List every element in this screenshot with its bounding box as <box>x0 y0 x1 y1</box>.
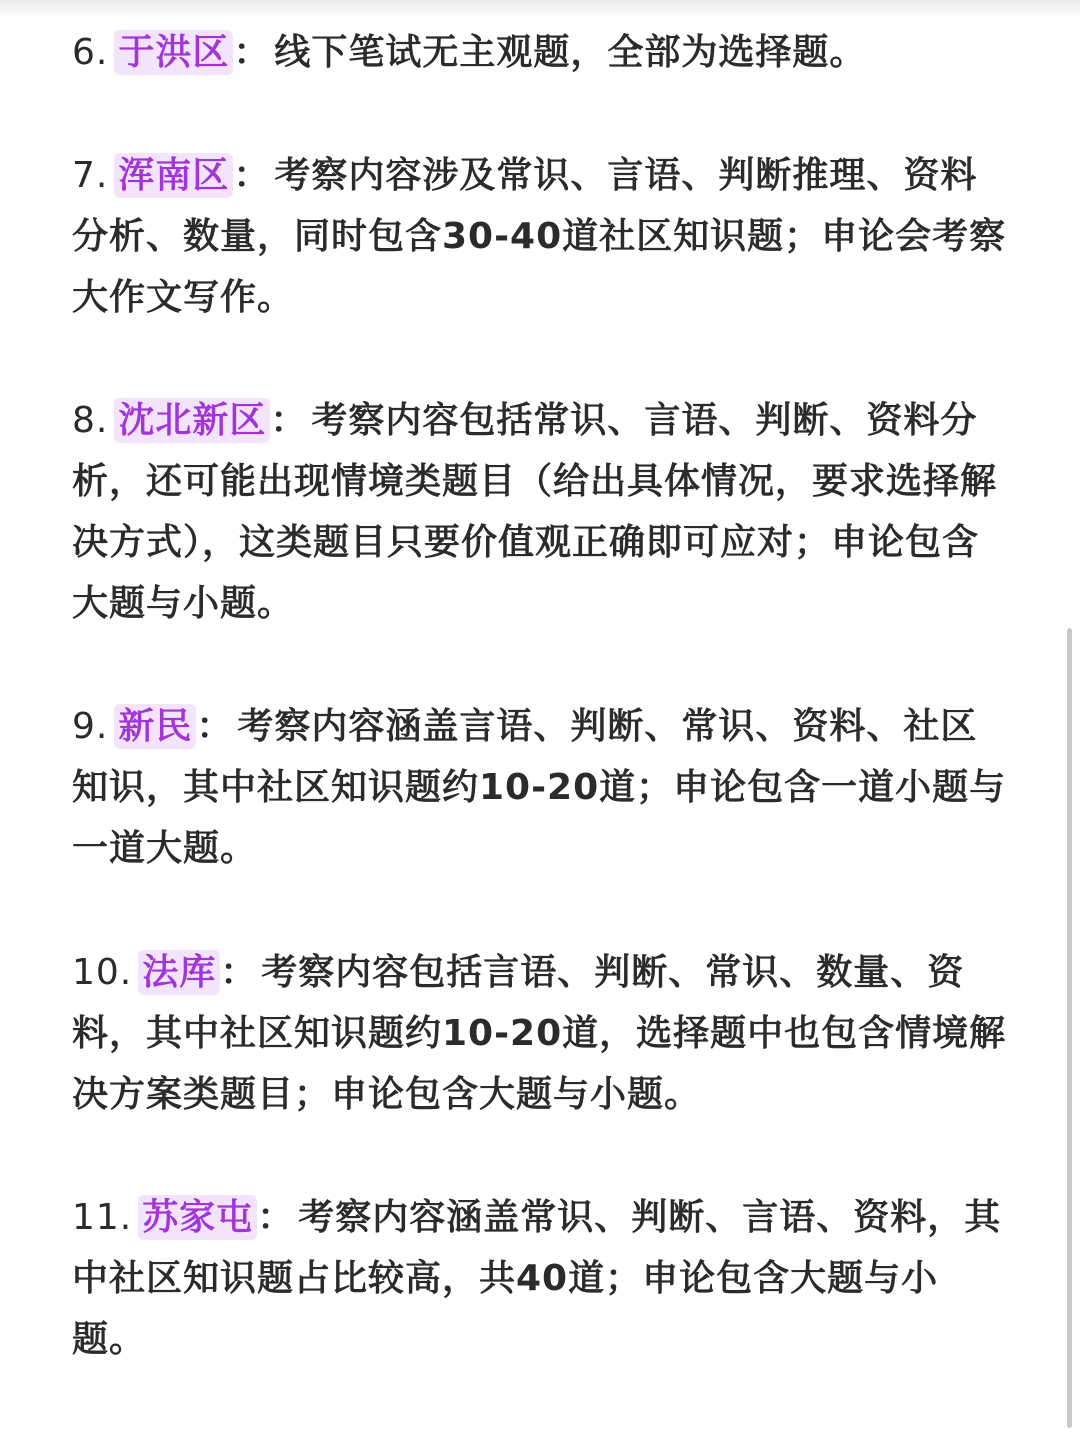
item-number: 8. <box>72 400 109 441</box>
item-number: 7. <box>72 155 109 196</box>
list-item <box>72 696 1012 879</box>
item-colon: ： <box>257 1197 295 1238</box>
item-number: 10. <box>72 952 133 993</box>
top-edge-shadow <box>0 0 1080 18</box>
item-number: 9. <box>72 706 109 747</box>
list-item <box>72 942 1012 1125</box>
list-item <box>72 1187 1012 1370</box>
list-item <box>72 390 1012 634</box>
vertical-scrollbar[interactable] <box>1067 628 1072 1428</box>
item-text: 考察内容涵盖常识、判断、言语、资料，其中社区知识题占比较高，共40道；申论包含大题与小题。 <box>72 1197 1002 1360</box>
district-highlight: 浑南区 <box>114 153 233 198</box>
district-highlight: 苏家屯 <box>138 1195 257 1240</box>
item-colon: ： <box>233 155 271 196</box>
item-text: 考察内容涵盖言语、判断、常识、资料、社区知识，其中社区知识题约10-20道；申论包含一道小题与一道大题。 <box>72 706 1007 869</box>
district-highlight: 沈北新区 <box>114 398 270 443</box>
article-body <box>72 22 1012 1433</box>
district-highlight: 新民 <box>114 704 196 749</box>
item-colon: ： <box>196 706 234 747</box>
item-number: 6. <box>72 32 109 73</box>
item-colon: ： <box>233 32 271 73</box>
list-item <box>72 145 1012 328</box>
item-text: 线下笔试无主观题，全部为选择题。 <box>274 32 867 73</box>
district-highlight: 法库 <box>138 950 220 995</box>
item-number: 11. <box>72 1197 133 1238</box>
item-text: 考察内容涉及常识、言语、判断推理、资料分析、数量，同时包含30-40道社区知识题；申论会考察大作文写作。 <box>72 155 1007 318</box>
item-text: 考察内容包括常识、言语、判断、资料分析，还可能出现情境类题目（给出具体情况，要求选择解决方式），这类题目只要价值观正确即可应对；申论包含大题与小题。 <box>72 400 998 624</box>
item-text: 考察内容包括言语、判断、常识、数量、资料，其中社区知识题约10-20道，选择题中也包含情境解决方案类题目；申论包含大题与小题。 <box>72 952 1007 1115</box>
list-item <box>72 22 1012 83</box>
item-colon: ： <box>270 400 308 441</box>
item-colon: ： <box>220 952 258 993</box>
district-highlight: 于洪区 <box>114 30 233 75</box>
